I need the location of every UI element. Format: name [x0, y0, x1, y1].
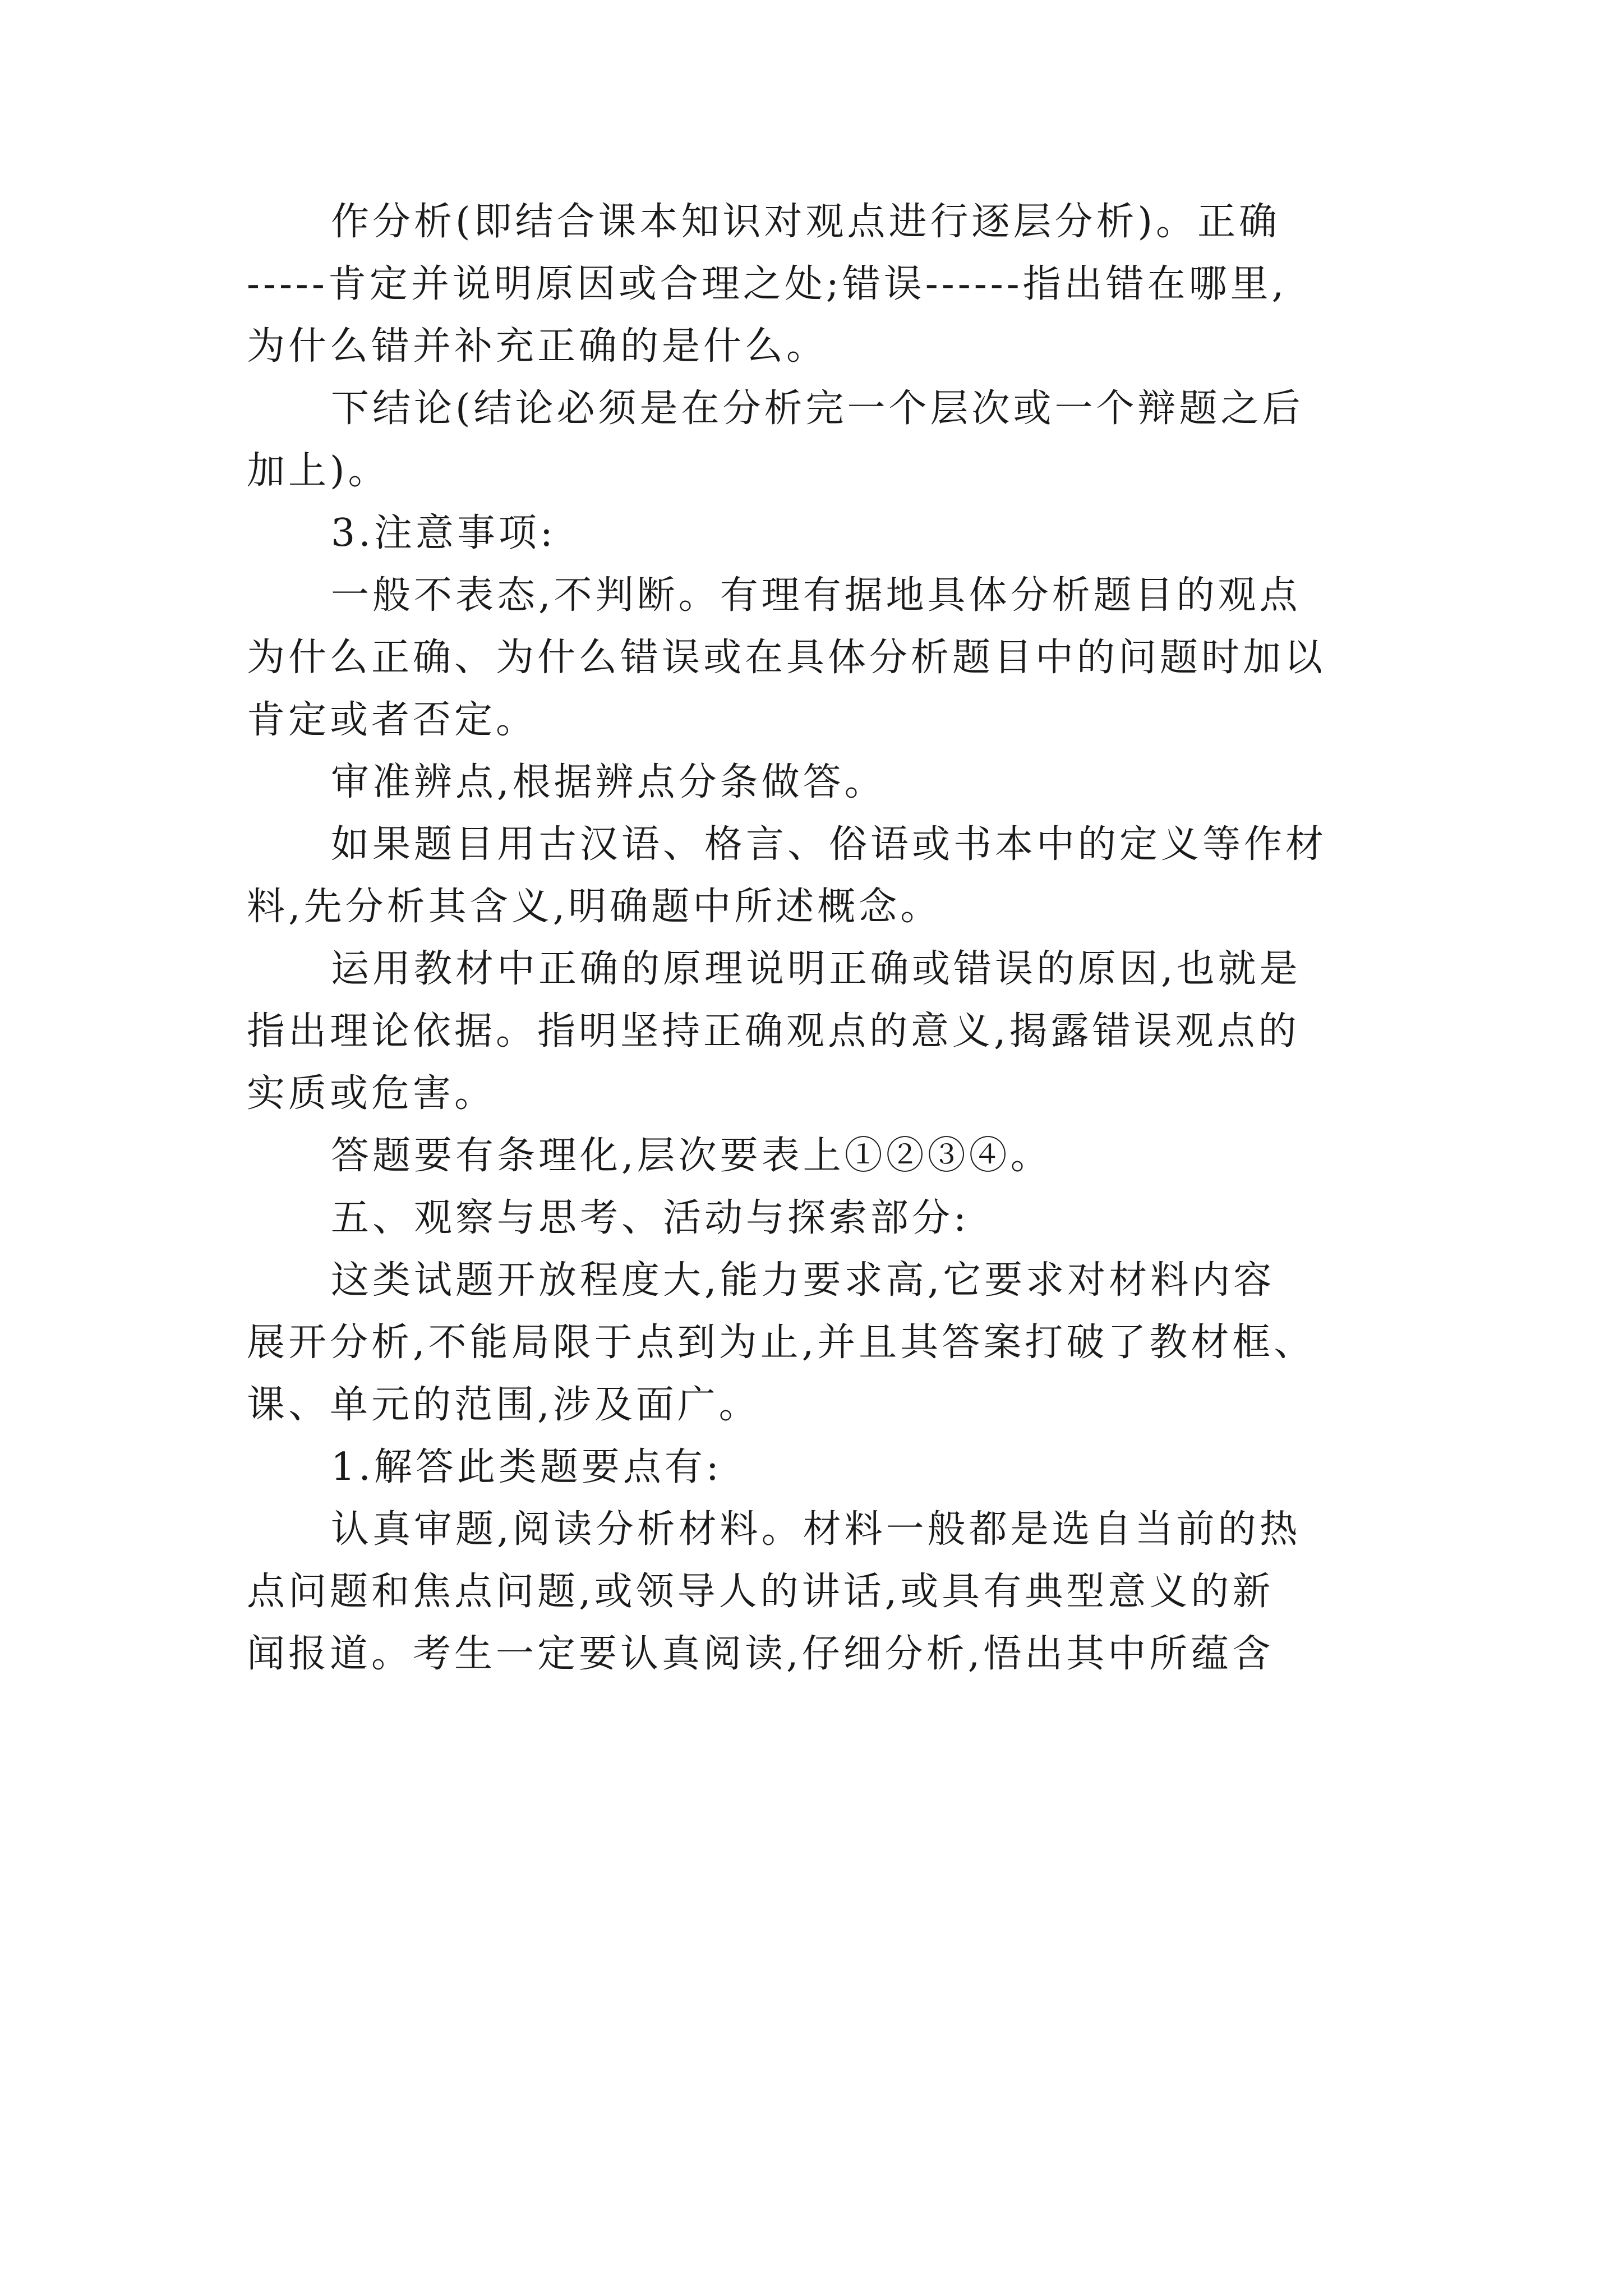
- text-line: 指出理论依据。指明坚持正确观点的意义,揭露错误观点的: [247, 1009, 1300, 1053]
- text-line: 运用教材中正确的原理说明正确或错误的原因,也就是: [331, 947, 1301, 991]
- text-line: 答题要有条理化,层次要表上①②③④。: [331, 1134, 1052, 1178]
- text-line: 实质或危害。: [247, 1071, 496, 1116]
- text-line: 下结论(结论必须是在分析完一个层次或一个辩题之后: [331, 386, 1304, 431]
- text-line: 为什么正确、为什么错误或在具体分析题目中的问题时加以: [247, 636, 1326, 680]
- text-line: 加上)。: [247, 449, 390, 493]
- paragraph: [247, 502, 1391, 564]
- text-line: 3.注意事项:: [331, 511, 556, 555]
- text-line: 肯定或者否定。: [247, 698, 538, 742]
- text-line: 展开分析,不能局限于点到为止,并且其答案打破了教材框、: [247, 1320, 1316, 1365]
- paragraph: [247, 1249, 1391, 1436]
- text-line: -----肯定并说明原因或合理之处;错误------指出错在哪里,: [247, 262, 1288, 306]
- text-line: 一般不表态,不判断。有理有据地具体分析题目的观点: [331, 573, 1301, 618]
- text-line: 料,先分析其含义,明确题中所述概念。: [247, 885, 942, 929]
- paragraph: [247, 1187, 1391, 1249]
- text-line: 闻报道。考生一定要认真阅读,仔细分析,悟出其中所蕴含: [247, 1632, 1274, 1676]
- paragraph: [247, 191, 1391, 378]
- document-body: [247, 191, 1391, 1685]
- text-line: 1.解答此类题要点有:: [331, 1445, 722, 1489]
- text-line: 课、单元的范围,涉及面广。: [247, 1383, 760, 1427]
- text-line: 审准辨点,根据辨点分条做答。: [331, 760, 886, 804]
- text-line: 这类试题开放程度大,能力要求高,它要求对材料内容: [331, 1258, 1275, 1303]
- paragraph: [247, 813, 1391, 938]
- paragraph: [247, 1436, 1391, 1498]
- text-line: 如果题目用古汉语、格言、俗语或书本中的定义等作材: [331, 822, 1327, 867]
- text-line: 五、观察与思考、活动与探索部分:: [331, 1196, 970, 1240]
- paragraph: [247, 1498, 1391, 1685]
- text-line: 为什么错并补充正确的是什么。: [247, 324, 828, 369]
- text-line: 作分析(即结合课本知识对观点进行逐层分析)。正确: [331, 200, 1281, 244]
- text-line: 认真审题,阅读分析材料。材料一般都是选自当前的热: [331, 1507, 1301, 1552]
- paragraph: [247, 1125, 1391, 1187]
- text-line: 点问题和焦点问题,或领导人的讲话,或具有典型意义的新: [247, 1570, 1274, 1614]
- paragraph: [247, 378, 1391, 502]
- paragraph: [247, 564, 1391, 751]
- paragraph: [247, 751, 1391, 813]
- paragraph: [247, 938, 1391, 1125]
